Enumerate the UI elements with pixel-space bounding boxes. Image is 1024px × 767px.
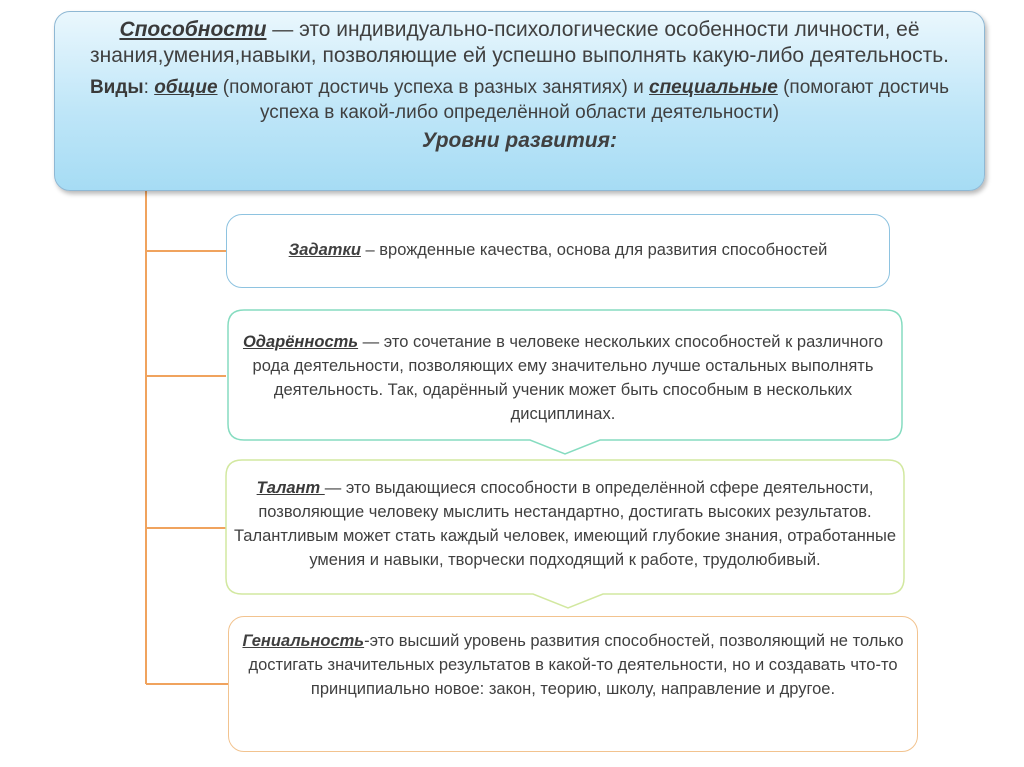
special-term: специальные <box>649 77 778 98</box>
level-text: — это выдающиеся способности в определённой сфере деятельности, позволяющие человеку мыслить нестандартно, достигать высоких результатов. Талантливым может стать каждый человек, имеющий глубокие знания, отработанные умения и навыки, творчески подходящий к работе, трудолюбивый. <box>233 479 897 569</box>
special-text: (помогают достичь успеха в какой-либо определённой области деятельности) <box>259 77 950 123</box>
level-term: Талант <box>256 479 325 497</box>
level-text: — это сочетание в человеке нескольких способностей к различного рода деятельности, позволяющих ему значительно лучше остальных выполнять деятельность. Так, одарённый ученик может быть способным в нескольких дисциплинах. <box>252 333 884 423</box>
level-term: Одарённость <box>242 333 359 351</box>
kinds-separator: : <box>143 77 155 98</box>
general-text: (помогают достичь успеха в разных занятиях) и <box>217 77 649 98</box>
level-text: – врожденные качества, основа для развития способностей <box>360 241 828 259</box>
general-term: общие <box>154 77 218 98</box>
levels-title: Уровни развития: <box>422 129 617 152</box>
definition-term: Способности <box>119 18 267 41</box>
level-term: Гениальность <box>242 632 365 650</box>
kinds-label: Виды <box>89 77 144 98</box>
talent-text-block <box>230 476 900 572</box>
level-term: Задатки <box>288 241 361 259</box>
definition-text: — это индивидуально-психологические особенности личности, её знания,умения,навыки, позволяющие ей успешно выполнять какую-либо деятельность. <box>90 18 949 67</box>
level-text: -это высший уровень развития способностей, позволяющий не только достигать значительных результатов в какой-то деятельности, но и создавать что-то принципиально новое: закон, теорию, школу, направление и другое. <box>248 632 904 698</box>
level-card-genius <box>228 616 918 752</box>
